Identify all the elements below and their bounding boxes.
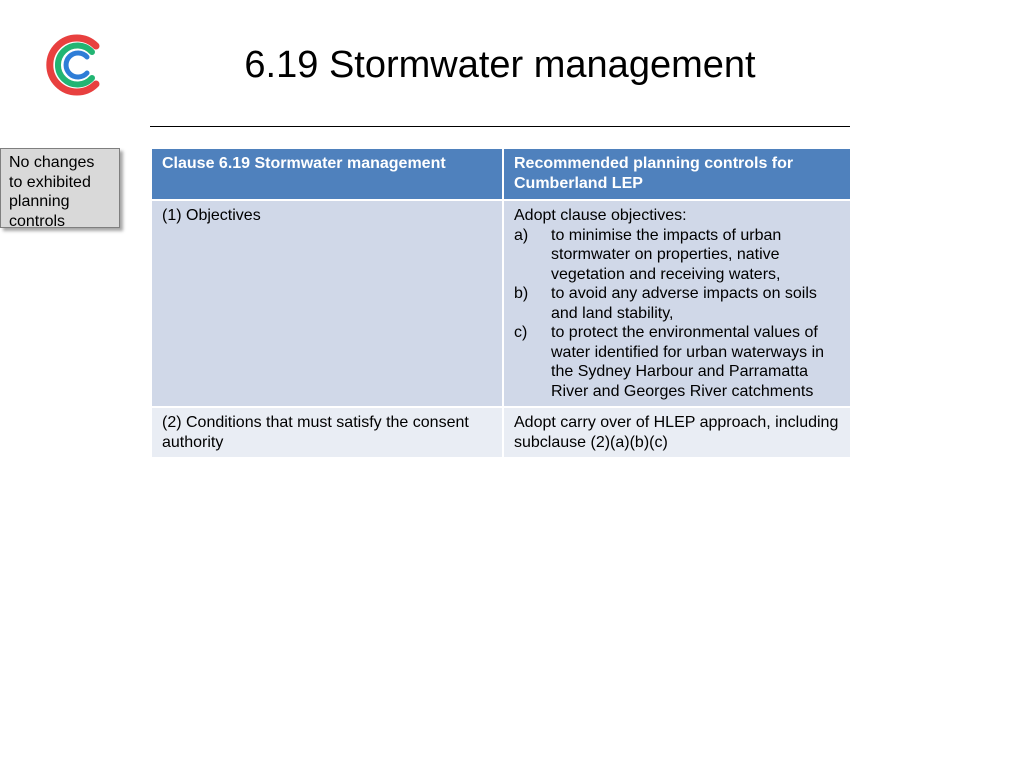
table-row — [151, 200, 851, 407]
note-box: No changes to exhibited planning controls — [0, 148, 120, 228]
list-marker: a) — [514, 226, 529, 244]
recommendation-cell — [503, 200, 851, 407]
list-marker: c) — [514, 324, 528, 341]
header-recommended: Recommended planning controls for Cumberland LEP — [503, 148, 851, 200]
recommendation-cell: Adopt carry over of HLEP approach, including subclause (2)(a)(b)(c) — [503, 407, 851, 458]
list-text: to minimise the impacts of urban stormwater on properties, native vegetation and receiving waters, — [551, 226, 782, 283]
list-item — [514, 323, 840, 401]
list-text: to avoid any adverse impacts on soils and land stability, — [551, 285, 817, 322]
controls-table — [150, 147, 852, 459]
page-title: 6.19 Stormwater management — [244, 44, 756, 86]
list-marker: b) — [514, 285, 529, 302]
clause-cell: (2) Conditions that must satisfy the consent authority — [151, 407, 503, 458]
list-item — [514, 284, 840, 323]
table-header-row — [151, 148, 851, 200]
recommendation-intro: Adopt clause objectives: — [514, 207, 687, 224]
objectives-list — [514, 226, 840, 402]
table-row — [151, 407, 851, 458]
title-divider — [150, 126, 850, 127]
header-clause: Clause 6.19 Stormwater management — [151, 148, 503, 200]
cumberland-logo-icon — [44, 32, 104, 98]
list-text: to protect the environmental values of water identified for urban waterways in the Sydney Harbour and Parramatta River and Georges River catchments — [551, 324, 825, 400]
clause-cell: (1) Objectives — [151, 200, 503, 407]
list-item — [514, 226, 840, 285]
